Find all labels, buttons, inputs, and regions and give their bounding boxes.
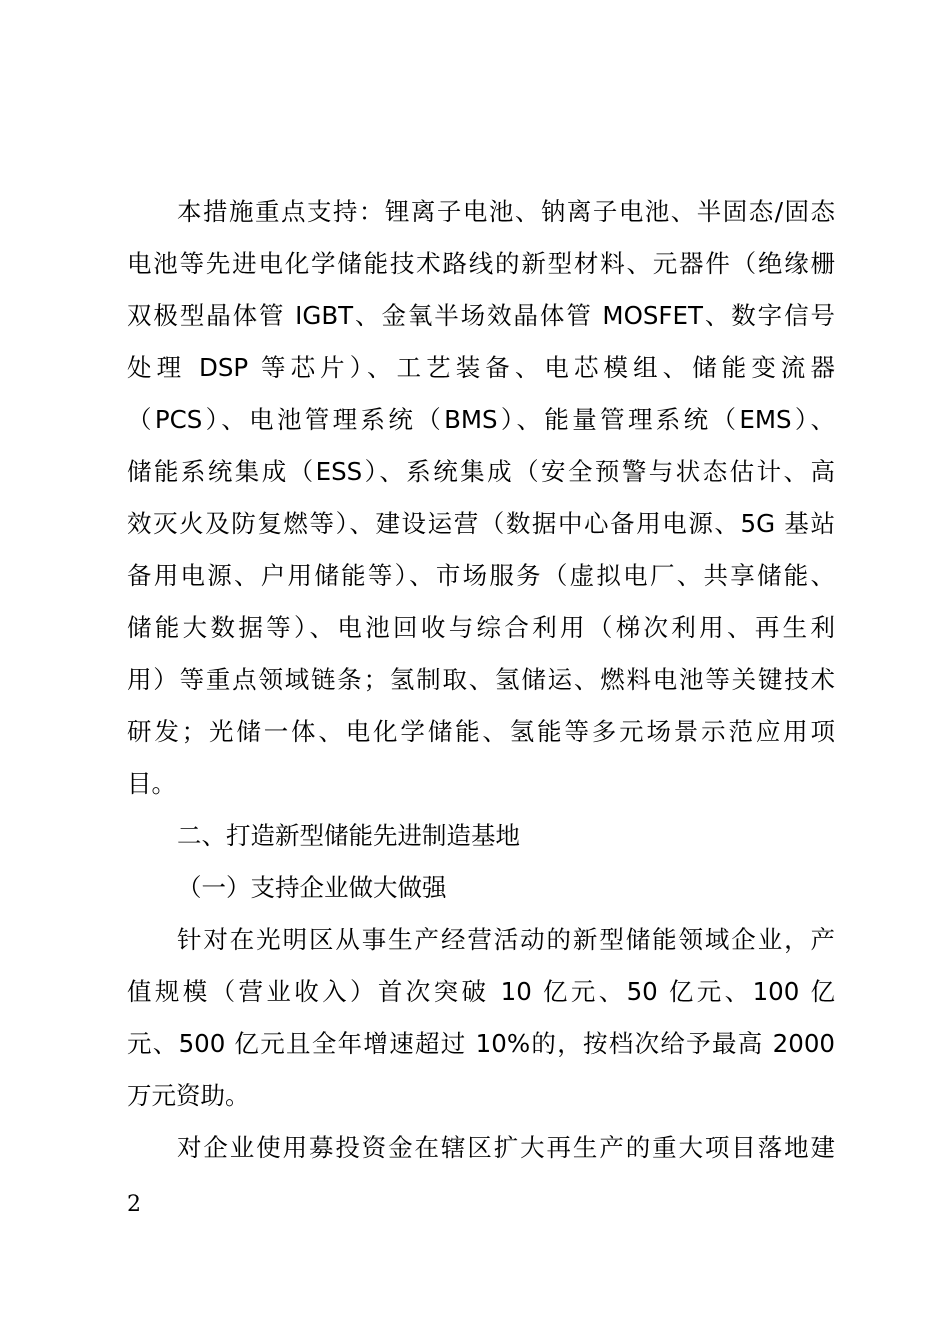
paragraph-2-line-3: 元、500 亿元且全年增速超过 10%的，按档次给予最高 2000 <box>127 1029 835 1058</box>
page-number: 2 <box>127 1192 141 1217</box>
paragraph-1-line-6: 储能系统集成（ESS）、系统集成（安全预警与状态估计、高 <box>127 457 835 486</box>
paragraph-1-line-12: 目。 <box>127 769 176 798</box>
paragraph-2-line-2: 值规模（营业收入）首次突破 10 亿元、50 亿元、100 亿 <box>127 977 835 1006</box>
paragraph-1-line-1: 本措施重点支持：锂离子电池、钠离子电池、半固态/固态 <box>177 197 835 226</box>
paragraph-1-line-7: 效灭火及防复燃等）、建设运营（数据中心备用电源、5G 基站 <box>127 509 835 538</box>
body-text <box>127 186 835 1174</box>
subsection-heading: （一）支持企业做大做强 <box>177 873 447 902</box>
section-heading: 二、打造新型储能先进制造基地 <box>177 821 520 850</box>
paragraph-3-line-1: 对企业使用募投资金在辖区扩大再生产的重大项目落地建 <box>177 1133 835 1162</box>
paragraph-1-line-10: 用）等重点领域链条；氢制取、氢储运、燃料电池等关键技术 <box>127 665 835 694</box>
paragraph-2-line-4: 万元资助。 <box>127 1081 250 1110</box>
paragraph-2-line-1: 针对在光明区从事生产经营活动的新型储能领域企业，产 <box>177 925 835 954</box>
paragraph-1-line-5: （PCS）、电池管理系统（BMS）、能量管理系统（EMS）、 <box>127 405 835 434</box>
paragraph-1-line-9: 储能大数据等）、电池回收与综合利用（梯次利用、再生利 <box>127 613 835 642</box>
paragraph-1-line-4: 处理 DSP 等芯片）、工艺装备、电芯模组、储能变流器 <box>127 353 835 382</box>
paragraph-1-line-8: 备用电源、户用储能等）、市场服务（虚拟电厂、共享储能、 <box>127 561 835 590</box>
paragraph-1-line-11: 研发；光储一体、电化学储能、氢能等多元场景示范应用项 <box>127 717 835 746</box>
paragraph-1-line-2: 电池等先进电化学储能技术路线的新型材料、元器件（绝缘栅 <box>127 249 835 278</box>
paragraph-1-line-3: 双极型晶体管 IGBT、金氧半场效晶体管 MOSFET、数字信号 <box>127 301 835 330</box>
